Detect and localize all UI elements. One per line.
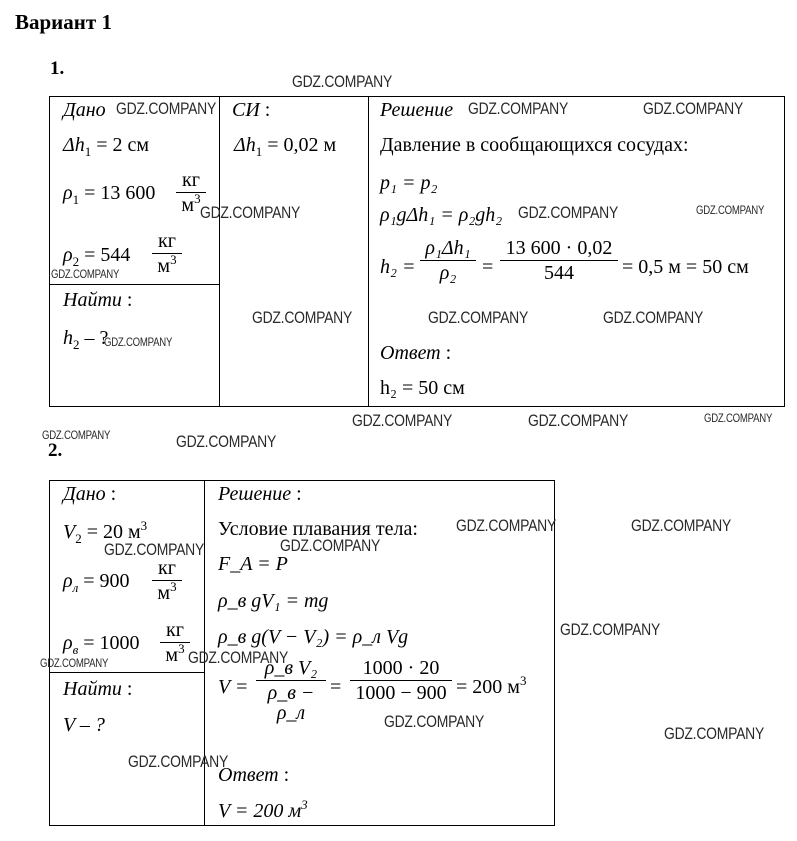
given-rho2: $\rho_2 = 544$ (63, 244, 131, 269)
watermark: GDZ.COMPANY (42, 428, 111, 442)
watermark: GDZ.COMPANY (518, 203, 619, 222)
answer-2: V = 200 $м^3$ (218, 797, 308, 822)
watermark: GDZ.COMPANY (104, 540, 205, 559)
solution-1-result: = 0,5 м = 50 см (622, 256, 749, 278)
problem-2-number: 2. (48, 440, 63, 461)
watermark: GDZ.COMPANY (696, 203, 765, 217)
solution-2-eq3: ρ_в g(V − V₂) = ρ_л Vg (218, 626, 409, 648)
watermark: GDZ.COMPANY (200, 203, 301, 222)
solution-1-eq2: ρ₁gΔh₁ = ρ₂gh₂ (380, 204, 503, 226)
watermark: GDZ.COMPANY (40, 656, 109, 670)
solution-2-eq1: F_A = P (218, 553, 288, 575)
solution-1-frac-symbolic: ρ₁Δh₁ ρ₂ (420, 238, 476, 283)
find-header-1: Найти : (63, 289, 133, 311)
given-rho-v: $\rho_в = 1000$ (63, 632, 140, 657)
watermark: GDZ.COMPANY (603, 308, 704, 327)
watermark: GDZ.COMPANY (176, 432, 277, 451)
watermark: GDZ.COMPANY (456, 516, 557, 535)
answer-header-1: Ответ : (380, 342, 452, 364)
solution-1-eq-sign: = (482, 256, 494, 278)
solution-header-2: Решение : (218, 483, 302, 505)
solution-1-frac-numeric: 13 600 · 0,02 544 (500, 238, 618, 283)
watermark: GDZ.COMPANY (352, 411, 453, 430)
solution-2-frac-symbolic: ρ_в V₂ ρ_в − ρ_л (256, 658, 326, 723)
watermark: GDZ.COMPANY (104, 335, 173, 349)
si-header: СИ : (232, 99, 271, 121)
solution-2-eq4-lhs: V = (218, 676, 249, 698)
watermark: GDZ.COMPANY (643, 99, 744, 118)
watermark: GDZ.COMPANY (116, 99, 217, 118)
watermark: GDZ.COMPANY (384, 712, 485, 731)
given-header-1: Дано (63, 99, 106, 121)
watermark: GDZ.COMPANY (51, 267, 120, 281)
given-rho-v-unit: кг $м^3$ (160, 620, 190, 667)
watermark: GDZ.COMPANY (631, 516, 732, 535)
given-dh1: $\Delta h_1 = 2$ см (63, 134, 150, 159)
find-h2: $h_2$ – ? (63, 327, 109, 352)
given-header-2: Дано : (63, 483, 117, 505)
solution-2-text: Условие плавания тела: (218, 518, 418, 540)
given-rho-l: $\rho_л = 900$ (63, 570, 130, 595)
solution-header-1: Решение (380, 99, 454, 121)
given-rho2-unit: кг $м^3$ (152, 231, 182, 278)
watermark: GDZ.COMPANY (188, 648, 289, 667)
si-dh1: $\Delta h_1 = 0,02$ м (234, 134, 337, 159)
watermark: GDZ.COMPANY (664, 724, 765, 743)
watermark: GDZ.COMPANY (292, 72, 393, 91)
solution-2-frac-numeric: 1000 · 20 1000 − 900 (350, 658, 452, 703)
find-header-2: Найти : (63, 678, 133, 700)
page-title: Вариант 1 (15, 10, 112, 34)
given-rho1: $\rho_1 = 13$ 600 (63, 182, 156, 207)
watermark: GDZ.COMPANY (280, 536, 381, 555)
solution-1-eq1: p₁ = p₂ (380, 172, 438, 194)
find-v: V – ? (63, 714, 105, 736)
given-v2: $V_2 = 20$ $м^3$ (63, 518, 148, 546)
watermark: GDZ.COMPANY (428, 308, 529, 327)
watermark: GDZ.COMPANY (128, 752, 229, 771)
solution-2-eq2: ρ_в gV₁ = mg (218, 590, 329, 612)
given-rho1-unit: кг $м^3$ (176, 170, 206, 217)
watermark: GDZ.COMPANY (252, 308, 353, 327)
solution-1-text: Давление в сообщающихся сосудах: (380, 134, 689, 156)
solution-1-eq3-lhs: h₂ = (380, 256, 416, 278)
watermark: GDZ.COMPANY (704, 411, 773, 425)
given-rho-l-unit: кг $м^3$ (152, 558, 182, 605)
watermark: GDZ.COMPANY (468, 99, 569, 118)
problem-1-number: 1. (50, 58, 65, 79)
answer-1: h₂ = 50 см (380, 377, 465, 399)
solution-2-eq-sign: = (330, 676, 342, 698)
watermark: GDZ.COMPANY (560, 620, 661, 639)
watermark: GDZ.COMPANY (528, 411, 629, 430)
solution-2-result: = 200 $м^3$ (456, 673, 527, 698)
answer-header-2: Ответ : (218, 764, 290, 786)
